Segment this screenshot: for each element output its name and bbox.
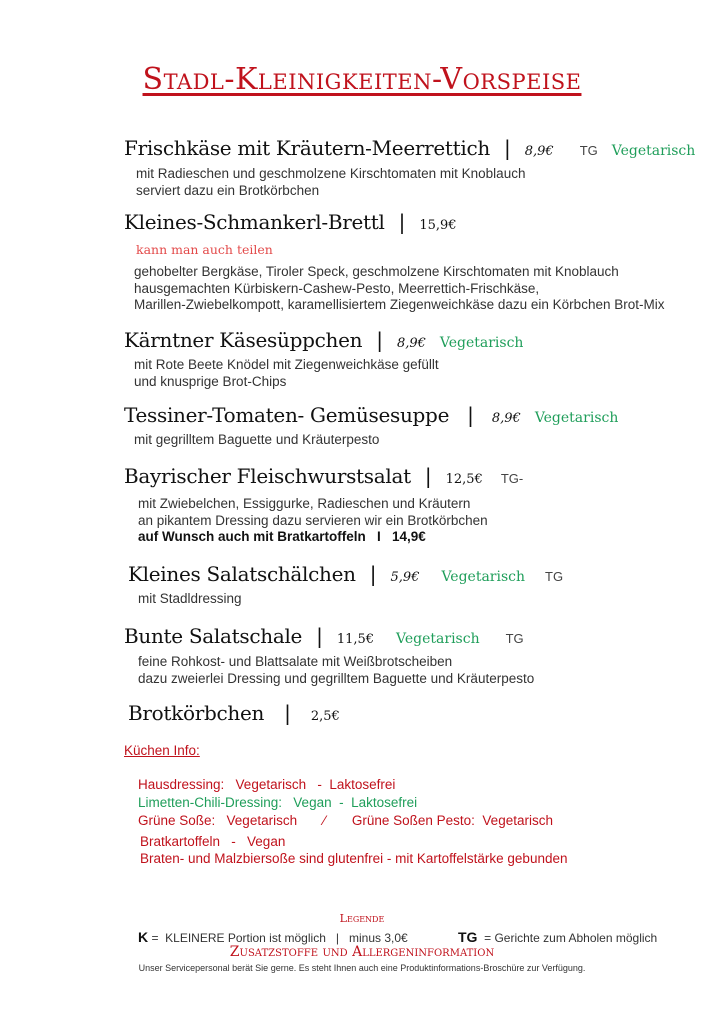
dish-name: Bunte Salatschale [124, 624, 303, 648]
legend-tg [458, 929, 657, 945]
legend-k-text: = KLEINERE Portion ist möglich | minus 3,0€ [148, 931, 408, 945]
kitchen-info-title: Küchen Info: [124, 743, 200, 758]
tg-badge: TG [579, 143, 598, 158]
dish-name: Kleines Salatschälchen [128, 562, 356, 586]
legend-title: Legende [339, 912, 385, 925]
tg-badge: TG- [500, 471, 524, 486]
desc-line: und knusprige Brot-Chips [134, 373, 287, 389]
dish-description [138, 591, 242, 608]
separator: | [284, 701, 291, 725]
dish-salatschaelchen [128, 562, 563, 586]
separator: | [467, 403, 474, 427]
dish-name: Tessiner-Tomaten- Gemüsesuppe [124, 403, 450, 427]
dish-price: 8,9€ [396, 336, 426, 351]
dish-description [138, 654, 534, 687]
dish-frischkaese [124, 136, 695, 160]
vegetarian-badge: Vegetarisch [534, 410, 619, 426]
kitchen-info-line: Braten- und Malzbiersoße sind glutenfrei - mit Kartoffelstärke gebunden [140, 851, 568, 866]
vegetarian-badge: Vegetarisch [611, 143, 696, 159]
dish-bunte-salatschale [124, 624, 524, 648]
desc-line: hausgemachten Kürbiskern-Cashew-Pesto, Meerrettich-Frischkäse, [134, 280, 540, 296]
allergen-text: Unser Servicepersonal berät Sie gerne. Es steht Ihnen auch eine Produktinformations-Broschüre zur Verfügung. [138, 963, 586, 973]
vegetarian-badge: Vegetarisch [441, 569, 526, 585]
dish-name: Kleines-Schmankerl-Brettl [124, 210, 385, 234]
page-title: Stadl-Kleinigkeiten-Vorspeise [142, 62, 582, 97]
desc-line: Marillen-Zwiebelkompott, karamellisiertem Ziegenweichkäse dazu ein Körbchen Brot-Mix [134, 297, 665, 312]
dish-description [136, 166, 525, 199]
dish-description [134, 432, 379, 449]
separator: | [503, 136, 511, 160]
desc-line: mit Radieschen und geschmolzene Kirschtomaten mit Knoblauch [136, 166, 526, 181]
vegetarian-badge: Vegetarisch [439, 335, 524, 351]
allergen-title: Zusatzstoffe und Allergeninformation [229, 944, 495, 960]
kitchen-info-line: Limetten-Chili-Dressing: Vegan - Laktosefrei [138, 795, 418, 810]
desc-line: feine Rohkost- und Blattsalate mit Weißbrotscheiben [138, 654, 453, 669]
dish-gemuesesuppe [124, 403, 618, 427]
desc-line: dazu zweierlei Dressing und gegrilltem Baguette und Kräuterpesto [138, 670, 535, 686]
desc-line: an pikantem Dressing dazu servieren wir ein Brotkörbchen [138, 512, 488, 528]
dish-price: 12,5€ [445, 472, 483, 487]
legend-k [138, 929, 408, 945]
separator: | [398, 210, 406, 234]
desc-line: mit Stadldressing [138, 591, 242, 606]
dish-name: Kärntner Käsesüppchen [124, 328, 363, 352]
desc-line: mit gegrilltem Baguette und Kräuterpesto [134, 432, 380, 447]
kitchen-info-line: Grüne Soße: Vegetarisch ⁄ Grüne Soßen Pesto: Vegetarisch [138, 813, 553, 828]
dish-price: 15,9€ [419, 218, 457, 233]
tg-badge: TG [545, 569, 564, 584]
vegetarian-badge: Vegetarisch [396, 631, 480, 647]
separator: | [369, 562, 377, 586]
dish-name: Bayrischer Fleischwurstsalat [124, 464, 411, 488]
desc-line: serviert dazu ein Brotkörbchen [136, 182, 320, 198]
desc-line: mit Zwiebelchen, Essiggurke, Radieschen und Kräutern [138, 496, 471, 511]
legend-tg-key: TG [458, 929, 478, 945]
dish-schmankerl-brettl [124, 210, 457, 234]
dish-name: Frischkäse mit Kräutern-Meerrettich [124, 136, 490, 160]
separator: | [424, 464, 432, 488]
dish-fleischwurstsalat [124, 464, 523, 488]
dish-brotkoerbchen [128, 701, 340, 725]
dish-name: Brotkörbchen [128, 701, 265, 725]
dish-kaesesueppchen [124, 328, 523, 352]
dish-note: kann man auch teilen [136, 242, 273, 257]
separator: | [376, 328, 383, 352]
dish-price: 2,5€ [310, 709, 340, 724]
kitchen-info-line: Bratkartoffeln - Vegan [140, 834, 286, 849]
dish-price: 5,9€ [390, 570, 420, 585]
dish-price: 11,5€ [336, 632, 375, 647]
desc-line: gehobelter Bergkäse, Tiroler Speck, geschmolzene Kirschtomaten mit Knoblauch [134, 264, 619, 279]
separator: | [316, 624, 323, 648]
legend-tg-text: = Gerichte zum Abholen möglich [477, 931, 658, 945]
tg-badge: TG [505, 631, 524, 646]
dish-price: 8,9€ [524, 144, 554, 159]
desc-line: mit Rote Beete Knödel mit Ziegenweichkäse gefüllt [134, 357, 439, 372]
bratkartoffeln-option: auf Wunsch auch mit Bratkartoffeln I 14,9€ [138, 529, 426, 544]
dish-description [134, 357, 439, 390]
dish-description [138, 496, 488, 546]
dish-price: 8,9€ [491, 411, 521, 426]
legend-k-key: K [138, 929, 149, 945]
kitchen-info-line: Hausdressing: Vegetarisch - Laktosefrei [138, 777, 396, 792]
dish-description [134, 264, 664, 314]
